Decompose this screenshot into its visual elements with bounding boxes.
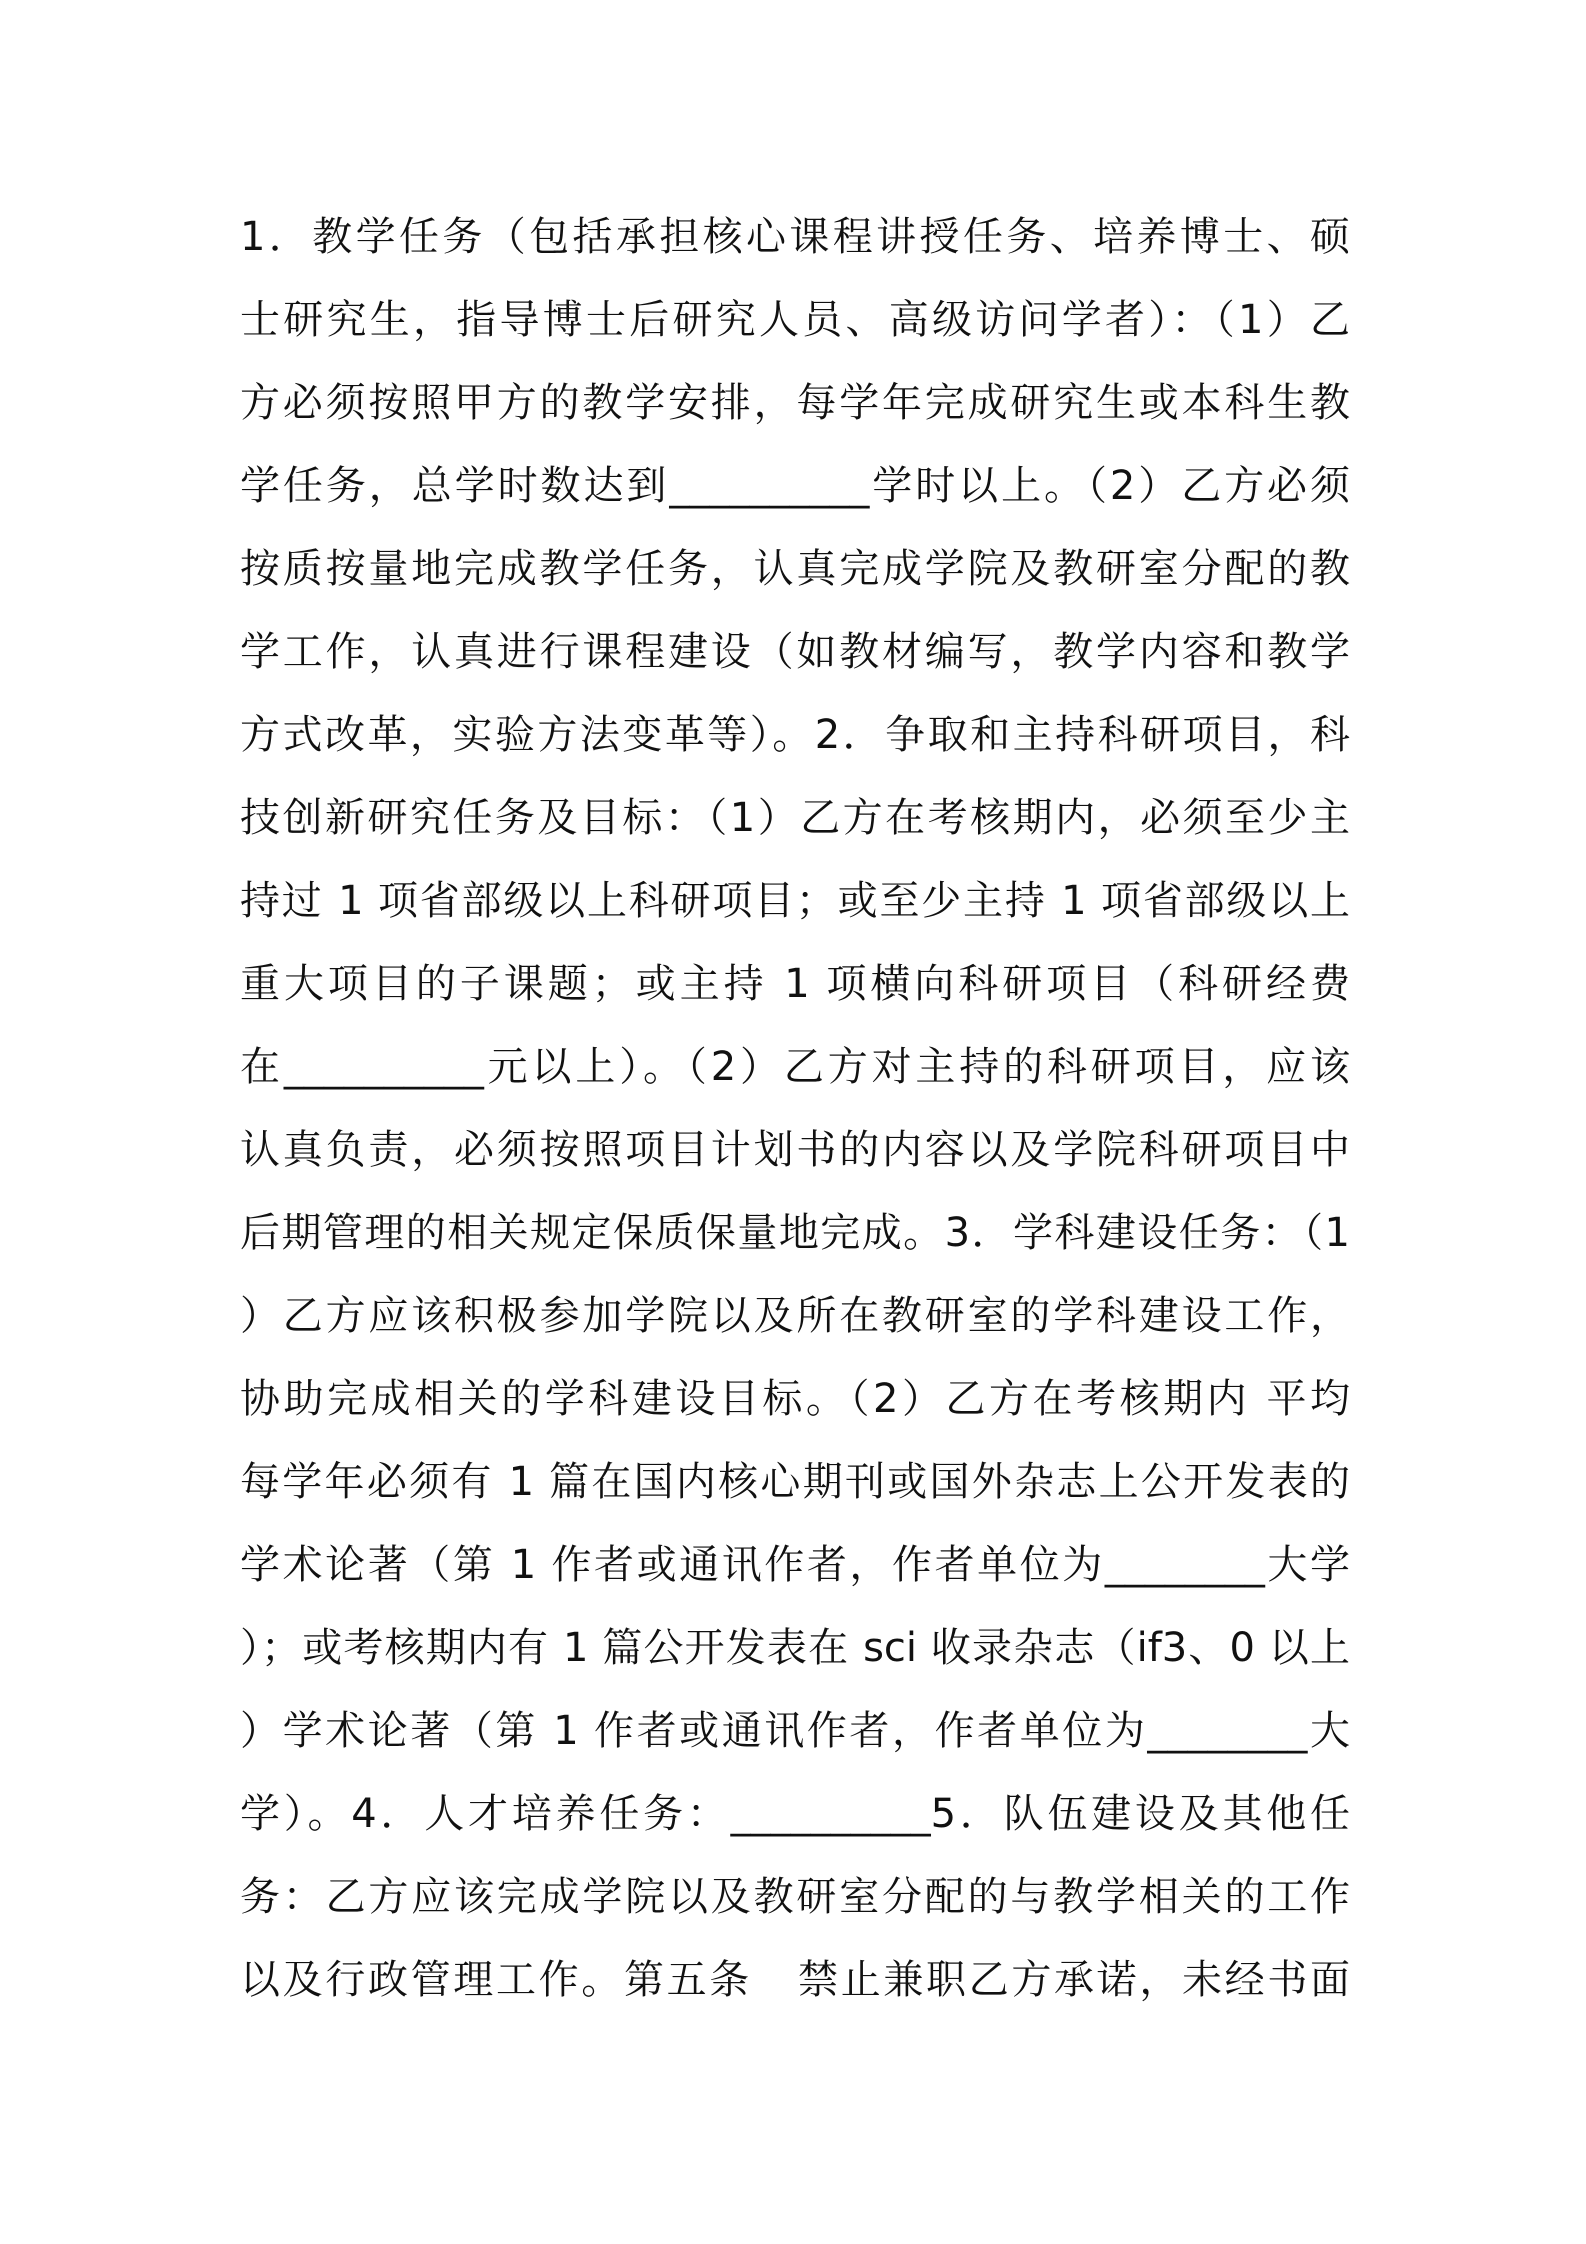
text-line: 士研究生，指导博士后研究人员、高级访问学者）：（1）乙 — [240, 297, 1350, 343]
text-line: 持过 1 项省部级以上科研项目；或至少主持 1 项省部级以上 — [240, 878, 1350, 924]
text-line: ）学术论著（第 1 作者或通讯作者，作者单位为________大 — [240, 1708, 1350, 1754]
text-line: ）乙方应该积极参加学院以及所在教研室的学科建设工作， — [240, 1293, 1350, 1339]
text-line: 1．教学任务（包括承担核心课程讲授任务、培养博士、硕 — [240, 214, 1350, 260]
text-line: 学任务，总学时数达到__________学时以上。（2）乙方必须 — [240, 463, 1350, 509]
text-line: 按质按量地完成教学任务，认真完成学院及教研室分配的教 — [240, 546, 1350, 592]
text-line: 务：乙方应该完成学院以及教研室分配的与教学相关的工作 — [240, 1874, 1350, 1920]
text-line: 学工作，认真进行课程建设（如教材编写，教学内容和教学 — [240, 629, 1350, 675]
text-line: 学术论著（第 1 作者或通讯作者，作者单位为________大学 — [240, 1542, 1350, 1588]
contract-body-text — [240, 196, 1350, 2022]
text-line: 以及行政管理工作。第五条 禁止兼职乙方承诺，未经书面 — [240, 1957, 1350, 2003]
text-line: ）；或考核期内有 1 篇公开发表在 sci 收录杂志（if3、0 以上 — [240, 1625, 1350, 1671]
text-line: 认真负责，必须按照项目计划书的内容以及学院科研项目中 — [240, 1127, 1350, 1173]
text-line: 技创新研究任务及目标：（1）乙方在考核期内，必须至少主 — [240, 795, 1350, 841]
text-line: 方必须按照甲方的教学安排，每学年完成研究生或本科生教 — [240, 380, 1350, 426]
text-line: 后期管理的相关规定保质保量地完成。3．学科建设任务：（1 — [240, 1210, 1350, 1256]
text-line: 重大项目的子课题；或主持 1 项横向科研项目（科研经费 — [240, 961, 1350, 1007]
text-line: 学）。4．人才培养任务：__________5．队伍建设及其他任 — [240, 1791, 1350, 1837]
text-line: 方式改革，实验方法变革等）。2．争取和主持科研项目，科 — [240, 712, 1350, 758]
text-line: 在__________元以上）。（2）乙方对主持的科研项目，应该 — [240, 1044, 1350, 1090]
text-line: 协助完成相关的学科建设目标。（2）乙方在考核期内 平均 — [240, 1376, 1350, 1422]
text-line: 每学年必须有 1 篇在国内核心期刊或国外杂志上公开发表的 — [240, 1459, 1350, 1505]
